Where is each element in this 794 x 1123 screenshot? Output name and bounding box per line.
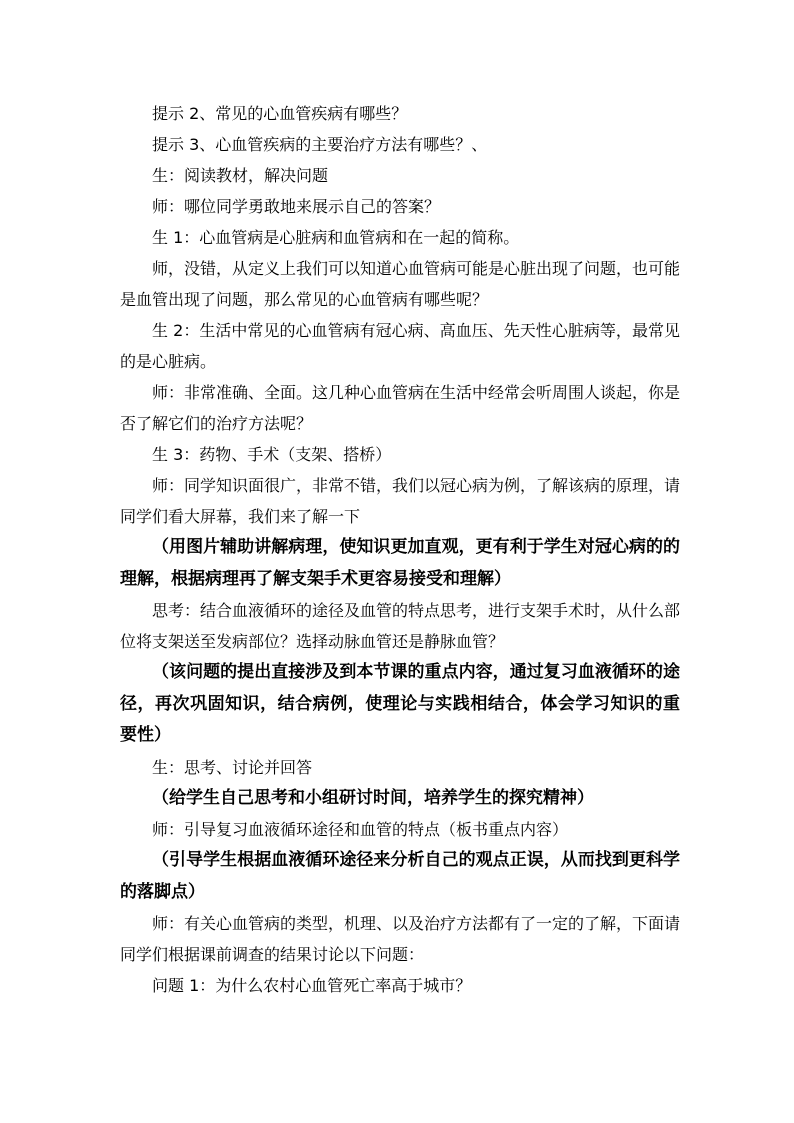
paragraph-teacher-survey: 师：有关心血管病的类型，机理、以及治疗方法都有了一定的了解，下面请同学们根据课前调查的结果讨论以下问题：	[120, 914, 681, 964]
paragraph-teacher-definition: 师，没错，从定义上我们可以知道心血管病可能是心脏出现了问题，也可能是血管出现了问题，那么常见的心血管病有哪些呢？	[120, 259, 681, 309]
paragraph-student-read: 生：阅读教材，解决问题	[152, 166, 329, 185]
paragraph-teacher-ask: 师：哪位同学勇敢地来展示自己的答案？	[152, 197, 441, 216]
note-pathology: （用图片辅助讲解病理，使知识更加直观，更有利于学生对冠心病的的理解，根据病理再了解支架手术更容易接受和理解）	[120, 537, 680, 589]
paragraph-hint-2: 提示 2、常见的心血管疾病有哪些？	[152, 104, 408, 123]
note-key-content: （该问题的提出直接涉及到本节课的重点内容，通过复习血液循环的途径，再次巩固知识，结合病例，使理论与实践相结合，体会学习知识的重要性）	[120, 662, 680, 745]
paragraph-think: 思考：结合血液循环的途径及血管的特点思考，进行支架手术时，从什么部位将支架送至发病部位？选择动脉血管还是静脉血管？	[120, 601, 681, 651]
paragraph-student-discuss: 生：思考、讨论并回答	[152, 757, 313, 777]
paragraph-student-2: 生 2：生活中常见的心血管病有冠心病、高血压、先天性心脏病等，最常见的是心脏病。	[120, 321, 680, 371]
paragraph-student-3: 生 3：药物、手术（支架、搭桥）	[152, 445, 392, 464]
note-group-time: （给学生自己思考和小组研讨时间，培养学生的探究精神）	[152, 787, 594, 808]
paragraph-hint-3: 提示 3、心血管疾病的主要治疗方法有哪些？、	[152, 135, 488, 154]
note-guide: （引导学生根据血液循环途径来分析自己的观点正误，从而找到更科学的落脚点）	[120, 850, 680, 902]
paragraph-teacher-praise: 师：非常准确、全面。这几种心血管病在生活中经常会听周围人谈起，你是否了解它们的治疗方法呢？	[120, 383, 681, 433]
paragraph-question-1: 问题 1：为什么农村心血管死亡率高于城市？	[152, 976, 472, 995]
paragraph-teacher-screen: 师：同学知识面很广，非常不错，我们以冠心病为例，了解该病的原理，请同学们看大屏幕，我们来了解一下	[120, 476, 681, 526]
paragraph-student-1: 生 1：心血管病是心脏病和血管病和在一起的简称。	[152, 228, 520, 247]
paragraph-teacher-review: 师：引导复习血液循环途径和血管的特点（板书重点内容）	[152, 820, 569, 839]
document-body	[120, 98, 680, 1001]
